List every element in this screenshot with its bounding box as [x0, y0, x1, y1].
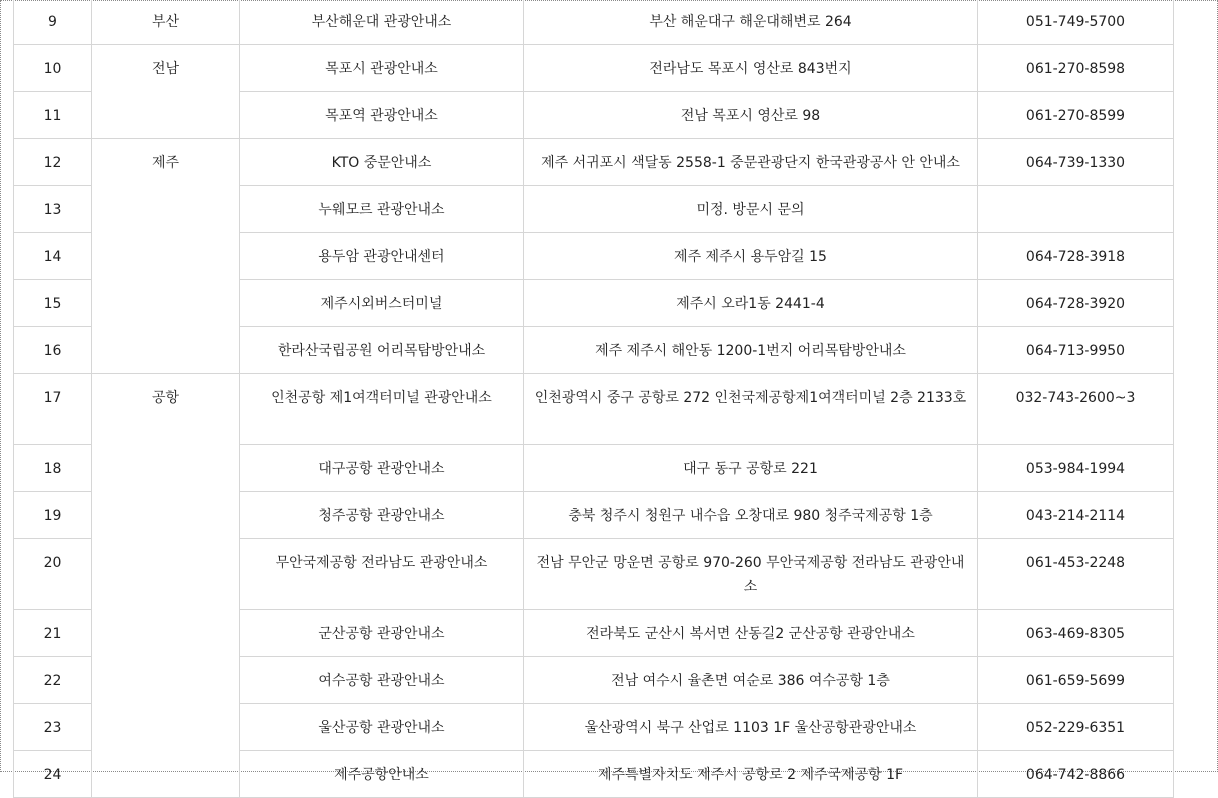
row-number: 20 [14, 539, 92, 610]
row-number: 18 [14, 445, 92, 492]
office-name: 제주공항안내소 [240, 751, 524, 798]
row-number: 11 [14, 92, 92, 139]
office-phone: 063-469-8305 [978, 610, 1174, 657]
table-row [14, 0, 1174, 45]
office-name: 군산공항 관광안내소 [240, 610, 524, 657]
region-cell: 전남 [92, 45, 240, 139]
office-address: 제주특별자치도 제주시 공항로 2 제주국제공항 1F [524, 751, 978, 798]
office-address: 인천광역시 중구 공항로 272 인천국제공항제1여객터미널 2층 2133호 [524, 374, 978, 445]
region-cell: 공항 [92, 374, 240, 798]
office-phone: 043-214-2114 [978, 492, 1174, 539]
office-name: 여수공항 관광안내소 [240, 657, 524, 704]
office-phone: 064-728-3920 [978, 280, 1174, 327]
office-name: 대구공항 관광안내소 [240, 445, 524, 492]
table-row [14, 374, 1174, 445]
table-row [14, 45, 1174, 92]
region-cell: 제주 [92, 139, 240, 374]
office-name: 부산해운대 관광안내소 [240, 0, 524, 45]
office-address: 제주 서귀포시 색달동 2558-1 중문관광단지 한국관광공사 안 안내소 [524, 139, 978, 186]
office-name: 울산공항 관광안내소 [240, 704, 524, 751]
office-phone: 064-739-1330 [978, 139, 1174, 186]
row-number: 10 [14, 45, 92, 92]
office-phone: 061-453-2248 [978, 539, 1174, 610]
office-phone: 061-270-8598 [978, 45, 1174, 92]
office-phone: 053-984-1994 [978, 445, 1174, 492]
row-number: 12 [14, 139, 92, 186]
row-number: 23 [14, 704, 92, 751]
office-name: 인천공항 제1여객터미널 관광안내소 [240, 374, 524, 445]
row-number: 19 [14, 492, 92, 539]
row-number: 22 [14, 657, 92, 704]
office-phone [978, 186, 1174, 233]
office-name: 한라산국립공원 어리목탐방안내소 [240, 327, 524, 374]
office-phone: 032-743-2600~3 [978, 374, 1174, 445]
office-phone: 064-728-3918 [978, 233, 1174, 280]
row-number: 24 [14, 751, 92, 798]
office-phone: 061-270-8599 [978, 92, 1174, 139]
office-name: 제주시외버스터미널 [240, 280, 524, 327]
office-name: 목포시 관광안내소 [240, 45, 524, 92]
row-number: 17 [14, 374, 92, 445]
office-address: 제주 제주시 해안동 1200-1번지 어리목탐방안내소 [524, 327, 978, 374]
office-address: 전라남도 목포시 영산로 843번지 [524, 45, 978, 92]
row-number: 15 [14, 280, 92, 327]
table-row [14, 139, 1174, 186]
office-address: 전남 여수시 율촌면 여순로 386 여수공항 1층 [524, 657, 978, 704]
office-name: KTO 중문안내소 [240, 139, 524, 186]
office-address: 울산광역시 북구 산업로 1103 1F 울산공항관광안내소 [524, 704, 978, 751]
row-number: 9 [14, 0, 92, 45]
region-cell: 부산 [92, 0, 240, 45]
office-phone: 051-749-5700 [978, 0, 1174, 45]
office-name: 목포역 관광안내소 [240, 92, 524, 139]
office-name: 무안국제공항 전라남도 관광안내소 [240, 539, 524, 610]
row-number: 16 [14, 327, 92, 374]
office-address: 제주 제주시 용두암길 15 [524, 233, 978, 280]
office-phone: 064-713-9950 [978, 327, 1174, 374]
office-phone: 061-659-5699 [978, 657, 1174, 704]
office-address: 제주시 오라1동 2441-4 [524, 280, 978, 327]
office-name: 청주공항 관광안내소 [240, 492, 524, 539]
office-address: 대구 동구 공항로 221 [524, 445, 978, 492]
office-name: 용두암 관광안내센터 [240, 233, 524, 280]
row-number: 13 [14, 186, 92, 233]
office-address: 전라북도 군산시 복서면 산동길2 군산공항 관광안내소 [524, 610, 978, 657]
tourist-info-table [13, 0, 1174, 798]
office-address: 충북 청주시 청원구 내수읍 오창대로 980 청주국제공항 1층 [524, 492, 978, 539]
office-address: 전남 목포시 영산로 98 [524, 92, 978, 139]
office-phone: 064-742-8866 [978, 751, 1174, 798]
office-address: 부산 해운대구 해운대해변로 264 [524, 0, 978, 45]
office-name: 누웨모르 관광안내소 [240, 186, 524, 233]
office-address: 전남 무안군 망운면 공항로 970-260 무안국제공항 전라남도 관광안내소 [524, 539, 978, 610]
office-address: 미정. 방문시 문의 [524, 186, 978, 233]
row-number: 21 [14, 610, 92, 657]
office-phone: 052-229-6351 [978, 704, 1174, 751]
row-number: 14 [14, 233, 92, 280]
